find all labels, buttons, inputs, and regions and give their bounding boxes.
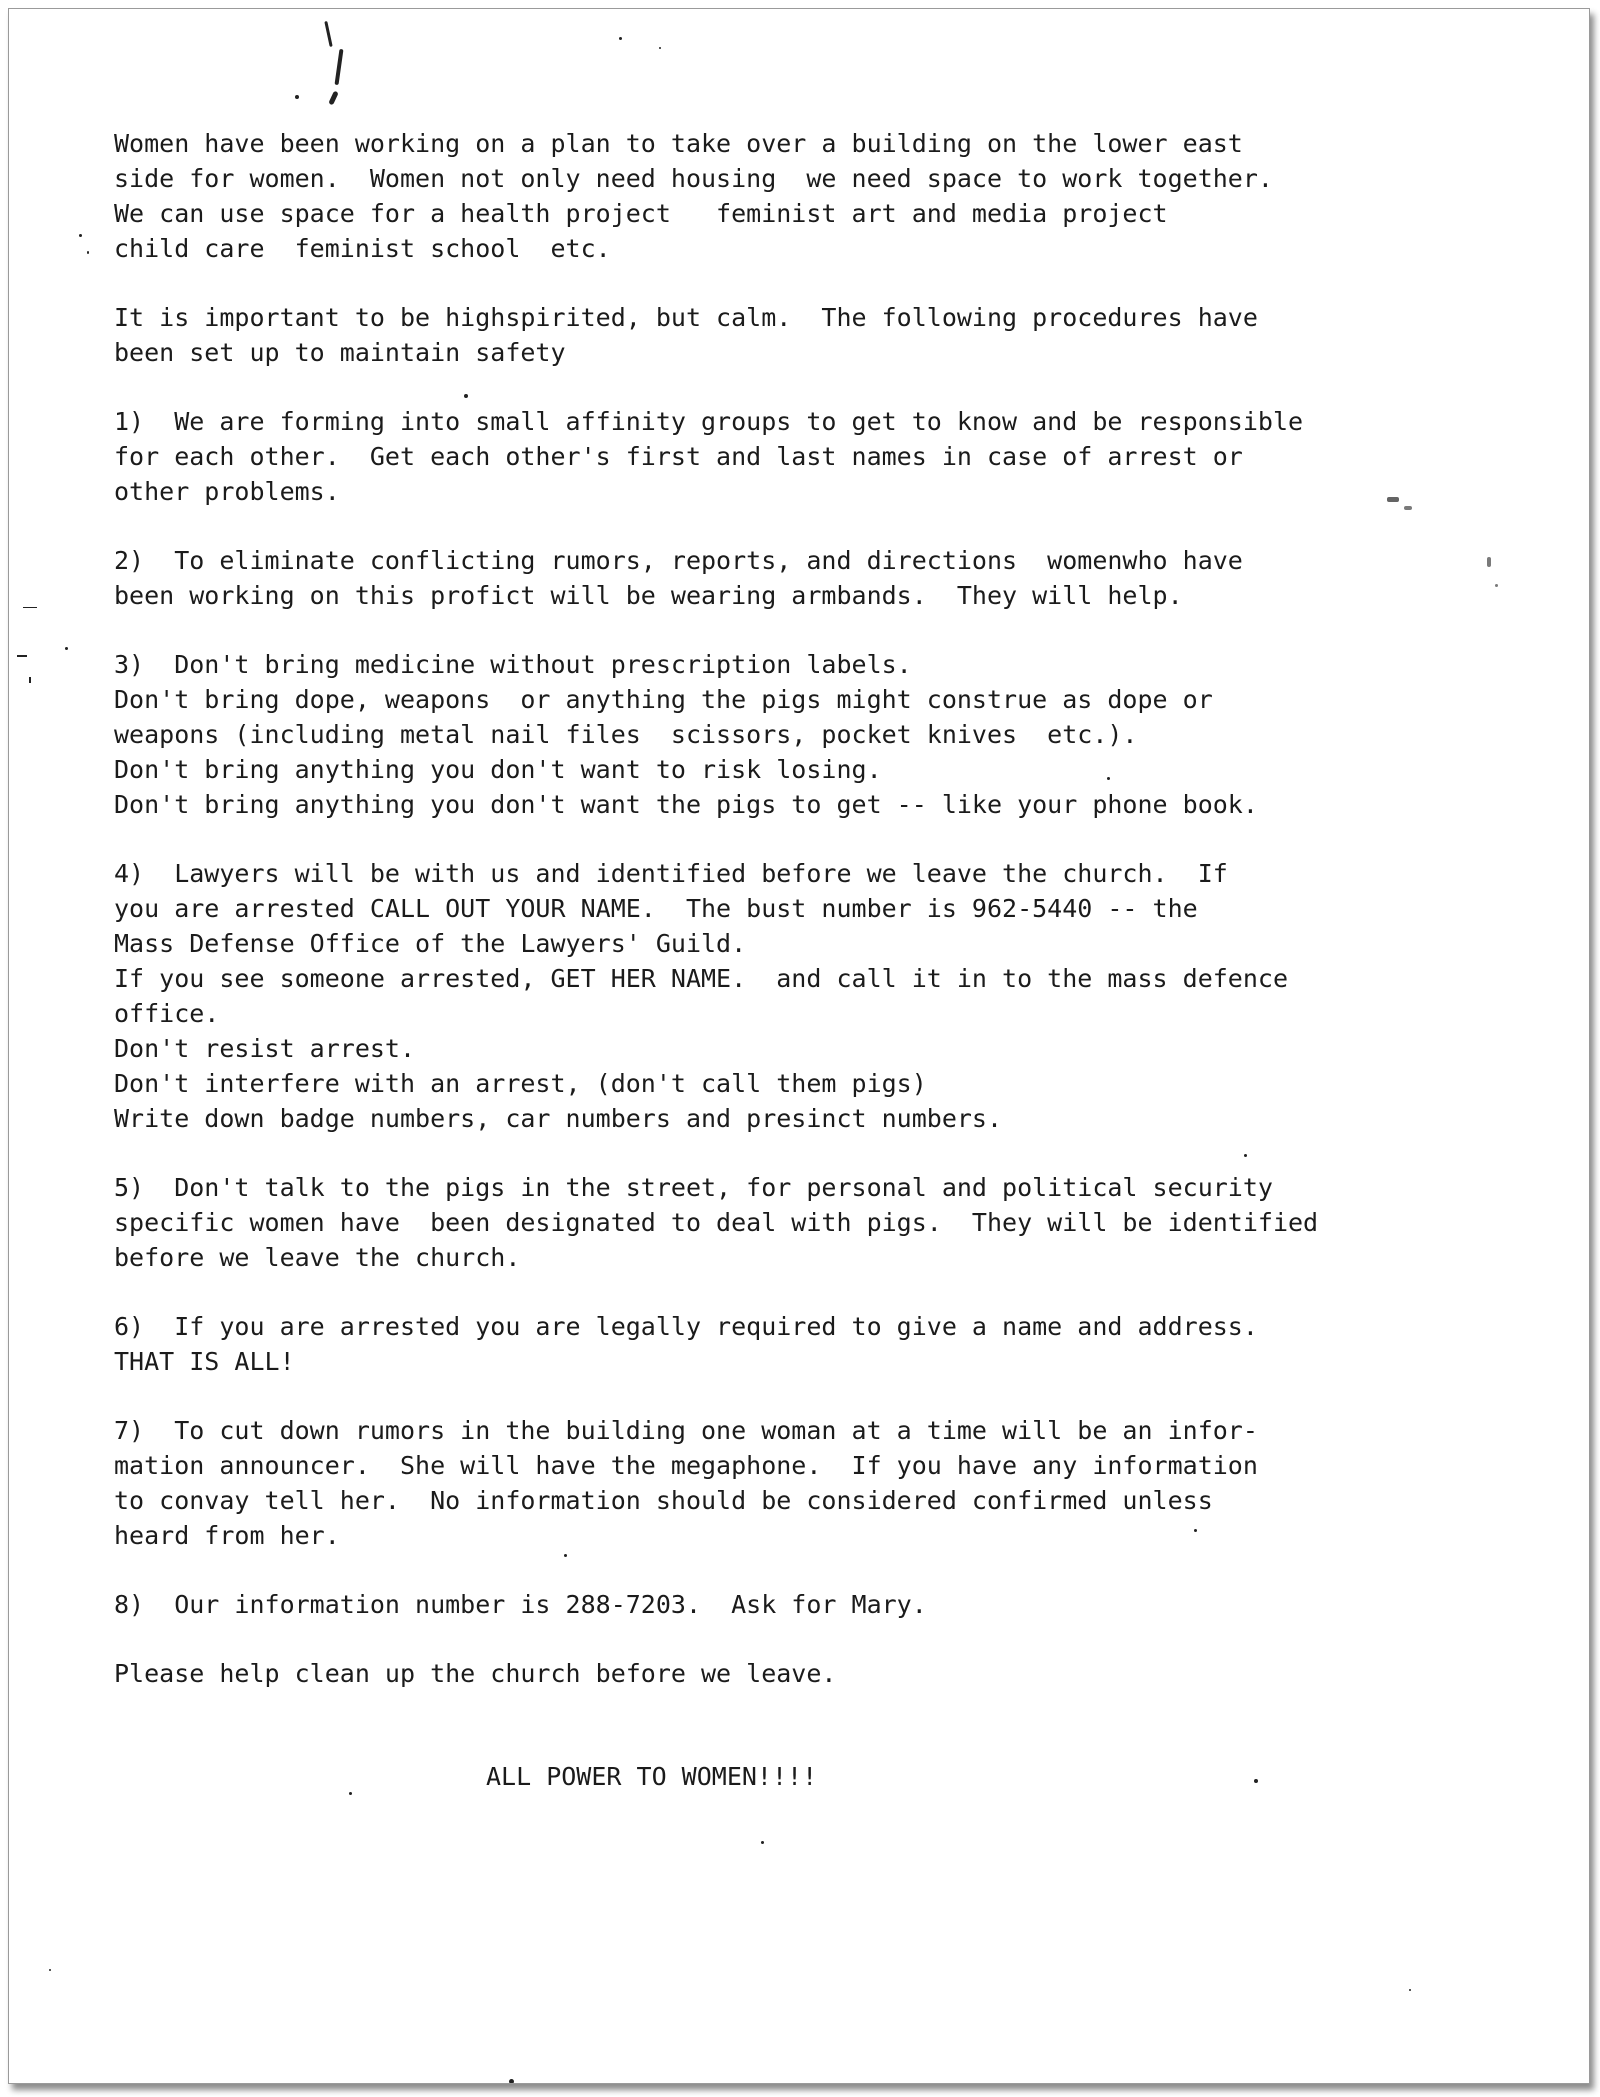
text-line: to convay tell her. No information should be considered confirmed unless <box>114 1486 1213 1515</box>
text-line: been set up to maintain safety <box>114 338 566 367</box>
text-line: 6) If you are arrested you are legally required to give a name and address. <box>114 1312 1258 1341</box>
procedure-7 <box>114 1413 1514 1553</box>
text-line: Don't bring anything you don't want to risk losing. <box>114 755 882 784</box>
text-line: THAT IS ALL! <box>114 1347 295 1376</box>
copy-speck <box>564 1554 567 1557</box>
copy-speck <box>619 37 622 40</box>
text-line: Women have been working on a plan to take over a building on the lower east <box>114 129 1243 158</box>
text-line: 3) Don't bring medicine without prescription labels. <box>114 650 912 679</box>
copy-speck <box>1244 1154 1247 1157</box>
text-line: 2) To eliminate conflicting rumors, reports, and directions womenwho have <box>114 546 1243 575</box>
text-line: heard from her. <box>114 1521 340 1550</box>
text-line: for each other. Get each other's first and last names in case of arrest or <box>114 442 1243 471</box>
document-page <box>8 8 1590 2084</box>
text-line: 4) Lawyers will be with us and identified before we leave the church. If <box>114 859 1228 888</box>
paragraph-safety <box>114 300 1514 370</box>
copy-speck <box>1254 1779 1258 1783</box>
text-line: If you see someone arrested, GET HER NAME. and call it in to the mass defence <box>114 964 1288 993</box>
procedure-8 <box>114 1587 1514 1622</box>
text-line: Don't resist arrest. <box>114 1034 416 1063</box>
closing-request <box>114 1656 1514 1691</box>
text-line: 1) We are forming into small affinity groups to get to know and be responsible <box>114 407 1304 436</box>
copy-speck <box>1194 1529 1197 1532</box>
text-line: 7) To cut down rumors in the building one woman at a time will be an infor- <box>114 1416 1258 1445</box>
copy-speck <box>328 91 338 106</box>
paragraph-intro <box>114 126 1514 266</box>
copy-speck <box>1487 557 1491 567</box>
copy-speck <box>464 394 468 398</box>
text-line: Don't bring dope, weapons or anything the pigs might construe as dope or <box>114 685 1213 714</box>
text-line: It is important to be highspirited, but calm. The following procedures have <box>114 303 1258 332</box>
text-line: office. <box>114 999 220 1028</box>
copy-speck <box>324 21 332 47</box>
text-line: Don't bring anything you don't want the pigs to get -- like your phone book. <box>114 790 1258 819</box>
closing-slogan: ALL POWER TO WOMEN!!!! <box>486 1762 818 1791</box>
copy-speck <box>29 677 31 683</box>
copy-speck <box>23 607 37 608</box>
procedure-1 <box>114 404 1514 509</box>
procedure-6 <box>114 1309 1514 1379</box>
copy-speck <box>65 647 68 650</box>
copy-speck <box>761 1841 764 1844</box>
text-line: child care feminist school etc. <box>114 234 611 263</box>
text-line: before we leave the church. <box>114 1243 521 1272</box>
text-line: Please help clean up the church before we leave. <box>114 1659 837 1688</box>
copy-speck <box>659 47 661 49</box>
copy-speck <box>17 655 27 657</box>
copy-speck <box>1404 506 1412 510</box>
copy-speck <box>1495 584 1498 587</box>
text-line: Mass Defense Office of the Lawyers' Guild. <box>114 929 747 958</box>
text-line: weapons (including metal nail files scissors, pocket knives etc.). <box>114 720 1138 749</box>
text-line: Write down badge numbers, car numbers and presinct numbers. <box>114 1104 1003 1133</box>
procedure-3 <box>114 647 1514 822</box>
copy-speck <box>87 251 89 254</box>
text-line: 5) Don't talk to the pigs in the street, for personal and political security <box>114 1173 1273 1202</box>
copy-speck <box>509 2079 514 2084</box>
copy-speck <box>1409 1989 1411 1991</box>
procedure-4 <box>114 856 1514 1136</box>
text-line: other problems. <box>114 477 340 506</box>
copy-speck <box>295 95 299 99</box>
text-line: We can use space for a health project feminist art and media project <box>114 199 1168 228</box>
text-line: mation announcer. She will have the megaphone. If you have any information <box>114 1451 1258 1480</box>
copy-speck <box>1387 497 1399 502</box>
procedure-2 <box>114 543 1514 613</box>
text-line: 8) Our information number is 288-7203. Ask for Mary. <box>114 1590 927 1619</box>
copy-speck <box>49 1969 51 1971</box>
procedure-5 <box>114 1170 1514 1275</box>
copy-speck <box>335 49 344 85</box>
copy-speck <box>349 1792 352 1795</box>
text-line: you are arrested CALL OUT YOUR NAME. The bust number is 962-5440 -- the <box>114 894 1198 923</box>
copy-speck <box>79 234 82 237</box>
text-line: been working on this profict will be wearing armbands. They will help. <box>114 581 1183 610</box>
document-body <box>114 126 1514 1794</box>
text-line: side for women. Women not only need housing we need space to work together. <box>114 164 1273 193</box>
copy-speck <box>1107 777 1110 780</box>
text-line: Don't interfere with an arrest, (don't call them pigs) <box>114 1069 927 1098</box>
text-line: specific women have been designated to deal with pigs. They will be identified <box>114 1208 1319 1237</box>
